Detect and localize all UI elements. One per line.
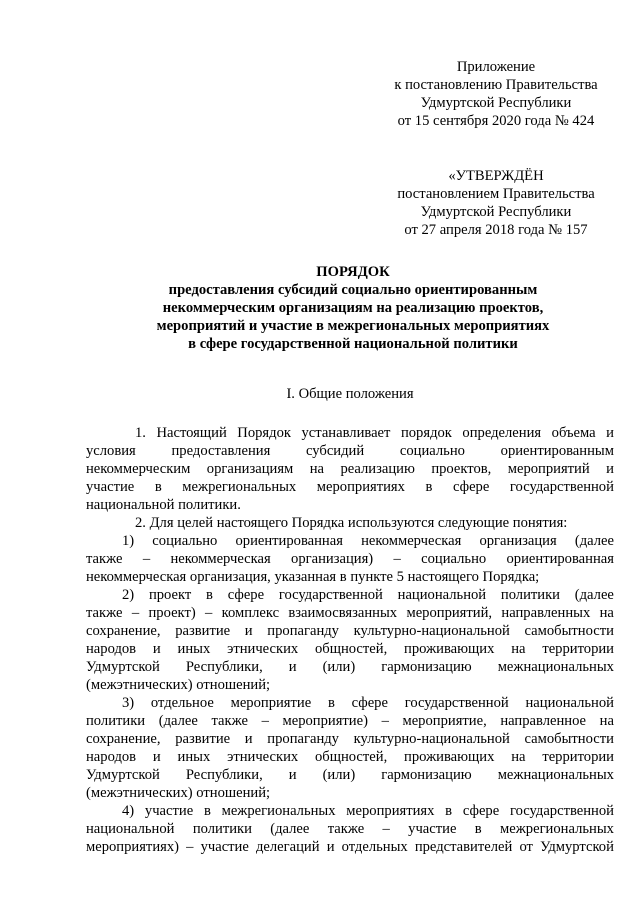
appendix-line: к постановлению Правительства	[394, 77, 598, 93]
approved-line: «УТВЕРЖДЁН	[448, 168, 544, 184]
body-line: сохранение, развитие и пропаганду культурно-национальной самобытности	[86, 731, 614, 747]
body-line: (межэтнических) отношений;	[86, 677, 271, 693]
section-title: I. Общие положения	[286, 386, 414, 402]
body-line: национальной политики.	[86, 497, 241, 513]
approved-line: от 27 апреля 2018 года № 157	[404, 222, 588, 238]
body-line: условия предоставления субсидий социально ориентированным	[86, 443, 614, 459]
title-heading: ПОРЯДОК	[316, 264, 390, 280]
body-line: некоммерческим организациям на реализацию проектов, мероприятий и	[86, 461, 614, 477]
approved-line: Удмуртской Республики	[420, 204, 572, 220]
approved-header	[380, 167, 612, 239]
body-line: национальной политики (далее также – участие в межрегиональных	[86, 821, 614, 837]
body-line: Удмуртской Республики, и (или) гармонизацию межнациональных	[86, 659, 614, 675]
title-line: некоммерческим организациям на реализацию проектов,	[162, 300, 544, 316]
body-line: народов и иных этнических общностей, проживающих на территории	[86, 749, 614, 765]
body-line: народов и иных этнических общностей, проживающих на территории	[86, 641, 614, 657]
appendix-header	[380, 58, 612, 130]
appendix-line: Приложение	[456, 59, 536, 75]
document-title	[118, 263, 588, 353]
appendix-line: от 15 сентября 2020 года № 424	[397, 113, 595, 129]
body-line: также – некоммерческая организация) – социально ориентированная	[86, 551, 614, 567]
body-line: 4) участие в межрегиональных мероприятиях в сфере государственной	[122, 803, 614, 819]
body-line: Удмуртской Республики, и (или) гармонизацию межнациональных	[86, 767, 614, 783]
appendix-line: Удмуртской Республики	[420, 95, 572, 111]
body-line: политики (далее также – мероприятие) – мероприятие, направленное на	[86, 713, 614, 729]
body-line: сохранение, развитие и пропаганду культурно-национальной самобытности	[86, 623, 614, 639]
title-line: в сфере государственной национальной политики	[188, 336, 518, 352]
body-line: некоммерческая организация, указанная в пункте 5 настоящего Порядка;	[86, 569, 540, 585]
body-line: (межэтнических) отношений;	[86, 785, 271, 801]
title-line: мероприятий и участие в межрегиональных мероприятиях	[156, 318, 550, 334]
document-body	[86, 424, 614, 856]
body-line: 2. Для целей настоящего Порядка используются следующие понятия:	[135, 515, 568, 531]
body-line: 1) социально ориентированная некоммерческая организация (далее	[122, 533, 614, 549]
body-line: 2) проект в сфере государственной национальной политики (далее	[122, 587, 614, 603]
body-line: мероприятиях) – участие делегаций и отдельных представителей от Удмуртской	[86, 839, 614, 855]
body-line: участие в межрегиональных мероприятиях в сфере государственной	[86, 479, 614, 495]
body-line: 1. Настоящий Порядок устанавливает порядок определения объема и	[135, 425, 614, 441]
body-line: 3) отдельное мероприятие в сфере государственной национальной	[122, 695, 614, 711]
body-line: также – проект) – комплекс взаимосвязанных мероприятий, направленных на	[86, 605, 614, 621]
approved-line: постановлением Правительства	[397, 186, 595, 202]
title-line: предоставления субсидий социально ориентированным	[168, 282, 538, 298]
